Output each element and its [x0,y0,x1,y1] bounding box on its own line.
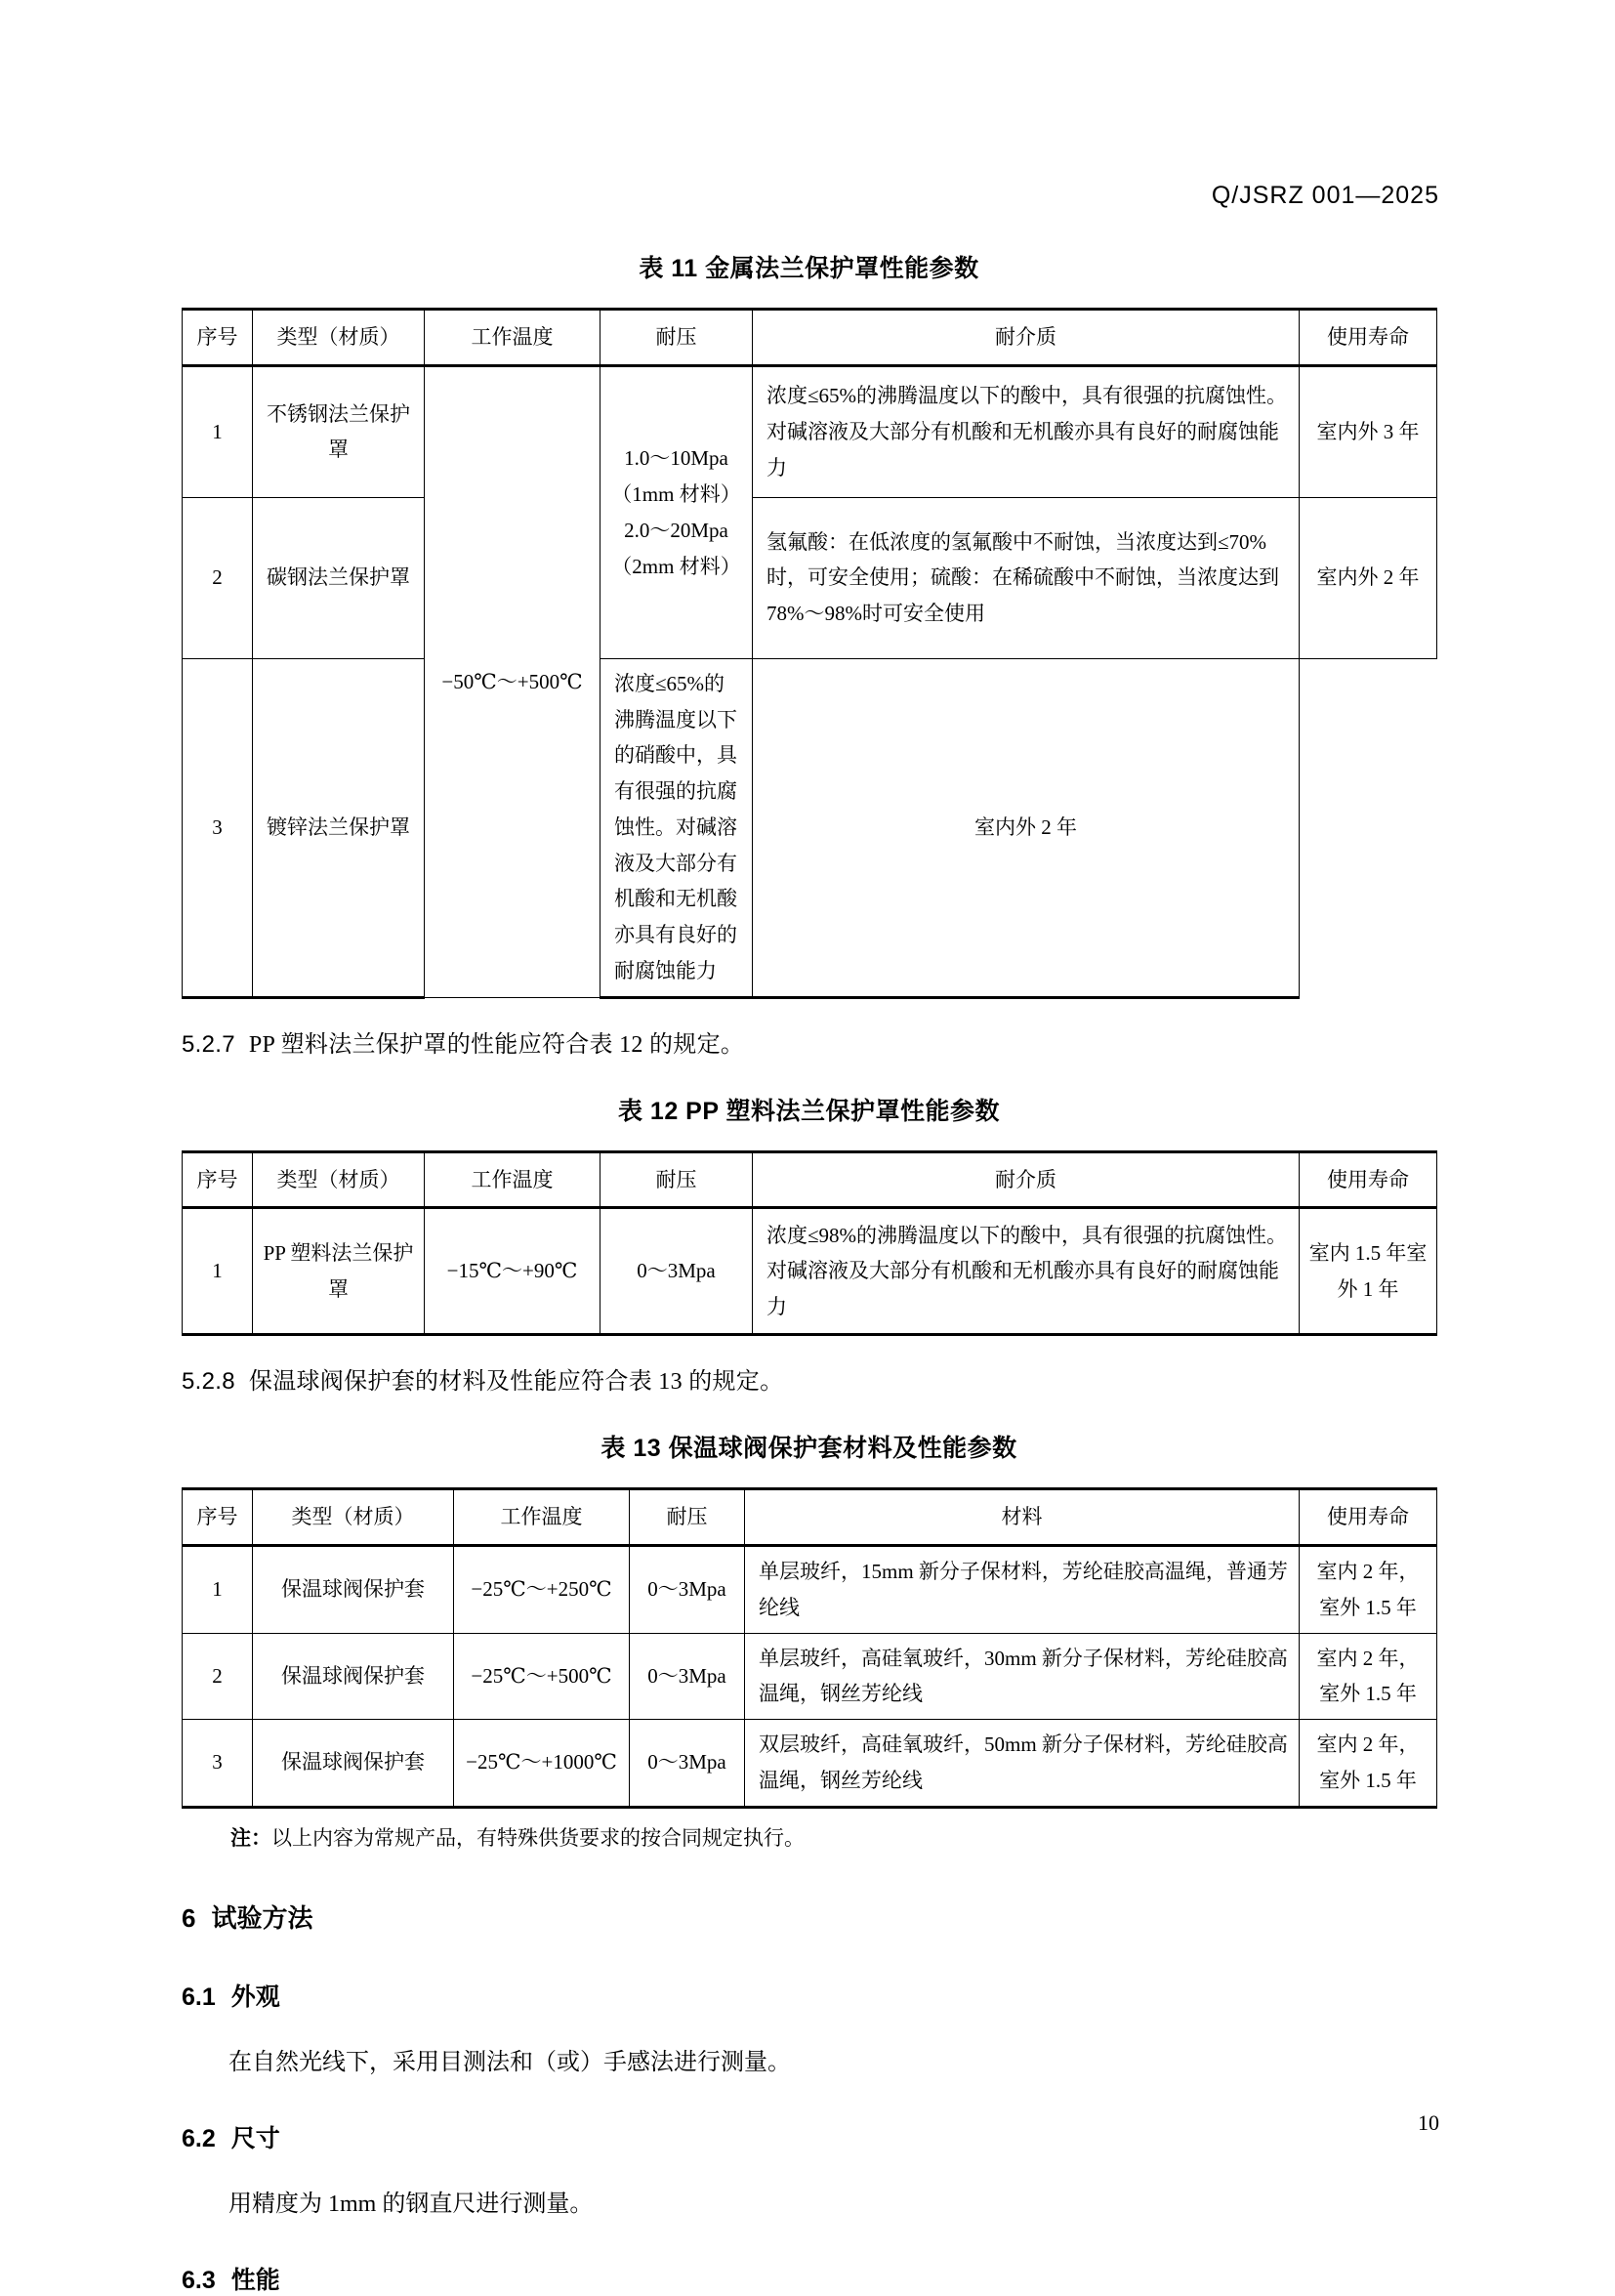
table-header-row [183,1489,1437,1546]
page-content [182,249,1436,2296]
cell-temperature: −15℃～+90℃ [425,1208,600,1335]
cell-lifetime: 室内 2 年，室外 1.5 年 [1300,1546,1437,1634]
column-header-material: 材料 [745,1489,1300,1546]
cell-lifetime: 室内外 2 年 [1300,497,1437,658]
cell-temperature: −25℃～+1000℃ [454,1720,630,1808]
pressure-line-3: 2.0～20Mpa [624,518,728,542]
cell-pressure: 0～3Mpa [630,1720,745,1808]
cell-no: 3 [183,658,253,997]
cell-temperature: −25℃～+250℃ [454,1546,630,1634]
cell-lifetime: 室内 2 年，室外 1.5 年 [1300,1720,1437,1808]
clause-5-2-7 [182,1024,1436,1059]
pressure-line-2: （1mm 材料） [611,482,741,506]
cell-temperature-merged: −50℃～+500℃ [425,365,600,997]
table-row [183,1208,1437,1335]
column-header-no: 序号 [183,1151,253,1208]
column-header-temperature: 工作温度 [425,1151,600,1208]
pressure-line-1: 1.0～10Mpa [624,446,728,471]
cell-material: 单层玻纤，15mm 新分子保材料，芳纶硅胶高温绳，普通芳纶线 [745,1546,1300,1634]
column-header-no: 序号 [183,1489,253,1546]
pressure-line-4: （2mm 材料） [611,554,741,578]
section-title: 性能 [230,2266,280,2294]
column-header-type: 类型（材质） [253,310,425,366]
table-12 [182,1150,1437,1337]
table-header-row [183,1151,1437,1208]
cell-type: PP 塑料法兰保护罩 [253,1208,425,1335]
column-header-lifetime: 使用寿命 [1300,1151,1437,1208]
table-row [183,658,1437,997]
clause-5-2-8 [182,1361,1436,1396]
column-header-temperature: 工作温度 [454,1489,630,1546]
cell-no: 2 [183,1633,253,1720]
table-row [183,1633,1437,1720]
section-title: 尺寸 [230,2124,280,2152]
cell-no: 1 [183,1208,253,1335]
section-6-1-body: 在自然光线下，采用目测法和（或）手感法进行测量。 [228,2049,791,2075]
column-header-media: 耐介质 [753,310,1300,366]
column-header-type: 类型（材质） [253,1151,425,1208]
column-header-pressure: 耐压 [630,1489,745,1546]
table-12-title: 表 12 PP 塑料法兰保护罩性能参数 [617,1097,1001,1125]
column-header-temperature: 工作温度 [425,310,600,366]
cell-lifetime: 室内外 3 年 [1300,365,1437,497]
section-6-2-body: 用精度为 1mm 的钢直尺进行测量。 [228,2191,594,2217]
table-header-row [183,310,1437,366]
cell-lifetime: 室内 1.5 年室外 1 年 [1300,1208,1437,1335]
section-heading-6-1 [182,1978,1436,2013]
column-header-media: 耐介质 [753,1151,1300,1208]
clause-number: 5.2.7 [182,1030,235,1058]
note-label: 注： [230,1825,271,1850]
cell-type: 保温球阀保护套 [253,1633,454,1720]
table-row [183,497,1437,658]
cell-type: 保温球阀保护套 [253,1720,454,1808]
cell-no: 2 [183,497,253,658]
cell-type: 镀锌法兰保护罩 [253,658,425,997]
table-13-title: 表 13 保温球阀保护套材料及性能参数 [600,1435,1017,1463]
column-header-pressure: 耐压 [600,1151,753,1208]
cell-material: 双层玻纤，高硅氧玻纤，50mm 新分子保材料，芳纶硅胶高温绳，钢丝芳纶线 [745,1720,1300,1808]
section-heading-6 [182,1899,1436,1935]
table-row [183,1720,1437,1808]
clause-number: 5.2.8 [182,1368,235,1396]
cell-type: 碳钢法兰保护罩 [253,497,425,658]
cell-pressure: 0～3Mpa [600,1208,753,1335]
cell-type: 保温球阀保护套 [253,1546,454,1634]
cell-media: 浓度≤98%的沸腾温度以下的酸中，具有很强的抗腐蚀性。对碱溶液及大部分有机酸和无机酸亦具有良好的耐腐蚀能力 [753,1208,1300,1335]
cell-media: 氢氟酸：在低浓度的氢氟酸中不耐蚀，当浓度达到≤70%时，可安全使用；硫酸：在稀硫酸中不耐蚀，当浓度达到 78%～98%时可安全使用 [753,497,1300,658]
table-11 [182,308,1437,999]
cell-lifetime: 室内外 2 年 [753,658,1300,997]
section-number: 6.1 [182,1983,216,2011]
page-header-standard-code: Q/JSRZ 001—2025 [1211,182,1439,209]
cell-media: 浓度≤65%的沸腾温度以下的酸中，具有很强的抗腐蚀性。对碱溶液及大部分有机酸和无机酸亦具有良好的耐腐蚀能力 [753,365,1300,497]
cell-no: 1 [183,1546,253,1634]
section-title: 外观 [230,1983,280,2011]
clause-text: PP 塑料法兰保护罩的性能应符合表 12 的规定。 [248,1031,745,1058]
table-row [183,1546,1437,1634]
cell-no: 3 [183,1720,253,1808]
cell-lifetime: 室内 2 年，室外 1.5 年 [1300,1633,1437,1720]
column-header-lifetime: 使用寿命 [1300,1489,1437,1546]
column-header-no: 序号 [183,310,253,366]
column-header-pressure: 耐压 [600,310,753,366]
cell-temperature: −25℃～+500℃ [454,1633,630,1720]
cell-type: 不锈钢法兰保护罩 [253,365,425,497]
column-header-lifetime: 使用寿命 [1300,310,1437,366]
table-13-note [182,1822,1436,1852]
cell-no: 1 [183,365,253,497]
cell-material: 单层玻纤，高硅氧玻纤，30mm 新分子保材料，芳纶硅胶高温绳，钢丝芳纶线 [745,1633,1300,1720]
page-number: 10 [1418,2110,1439,2135]
section-number: 6.3 [182,2266,216,2294]
cell-pressure: 0～3Mpa [630,1546,745,1634]
table-11-title: 表 11 金属法兰保护罩性能参数 [639,255,979,282]
section-heading-6-2 [182,2119,1436,2154]
note-text: 以上内容为常规产品，有特殊供货要求的按合同规定执行。 [271,1825,805,1850]
column-header-type: 类型（材质） [253,1489,454,1546]
table-row [183,365,1437,497]
cell-pressure: 0～3Mpa [630,1633,745,1720]
cell-media: 浓度≤65%的沸腾温度以下的硝酸中，具有很强的抗腐蚀性。对碱溶液及大部分有机酸和无机酸亦具有良好的耐腐蚀能力 [600,658,753,997]
table-13 [182,1487,1437,1808]
section-heading-6-3 [182,2261,1436,2296]
section-number: 6.2 [182,2124,216,2152]
section-title: 试验方法 [211,1902,313,1933]
section-number: 6 [182,1902,196,1933]
cell-pressure-merged [600,365,753,658]
clause-text: 保温球阀保护套的材料及性能应符合表 13 的规定。 [248,1369,784,1396]
